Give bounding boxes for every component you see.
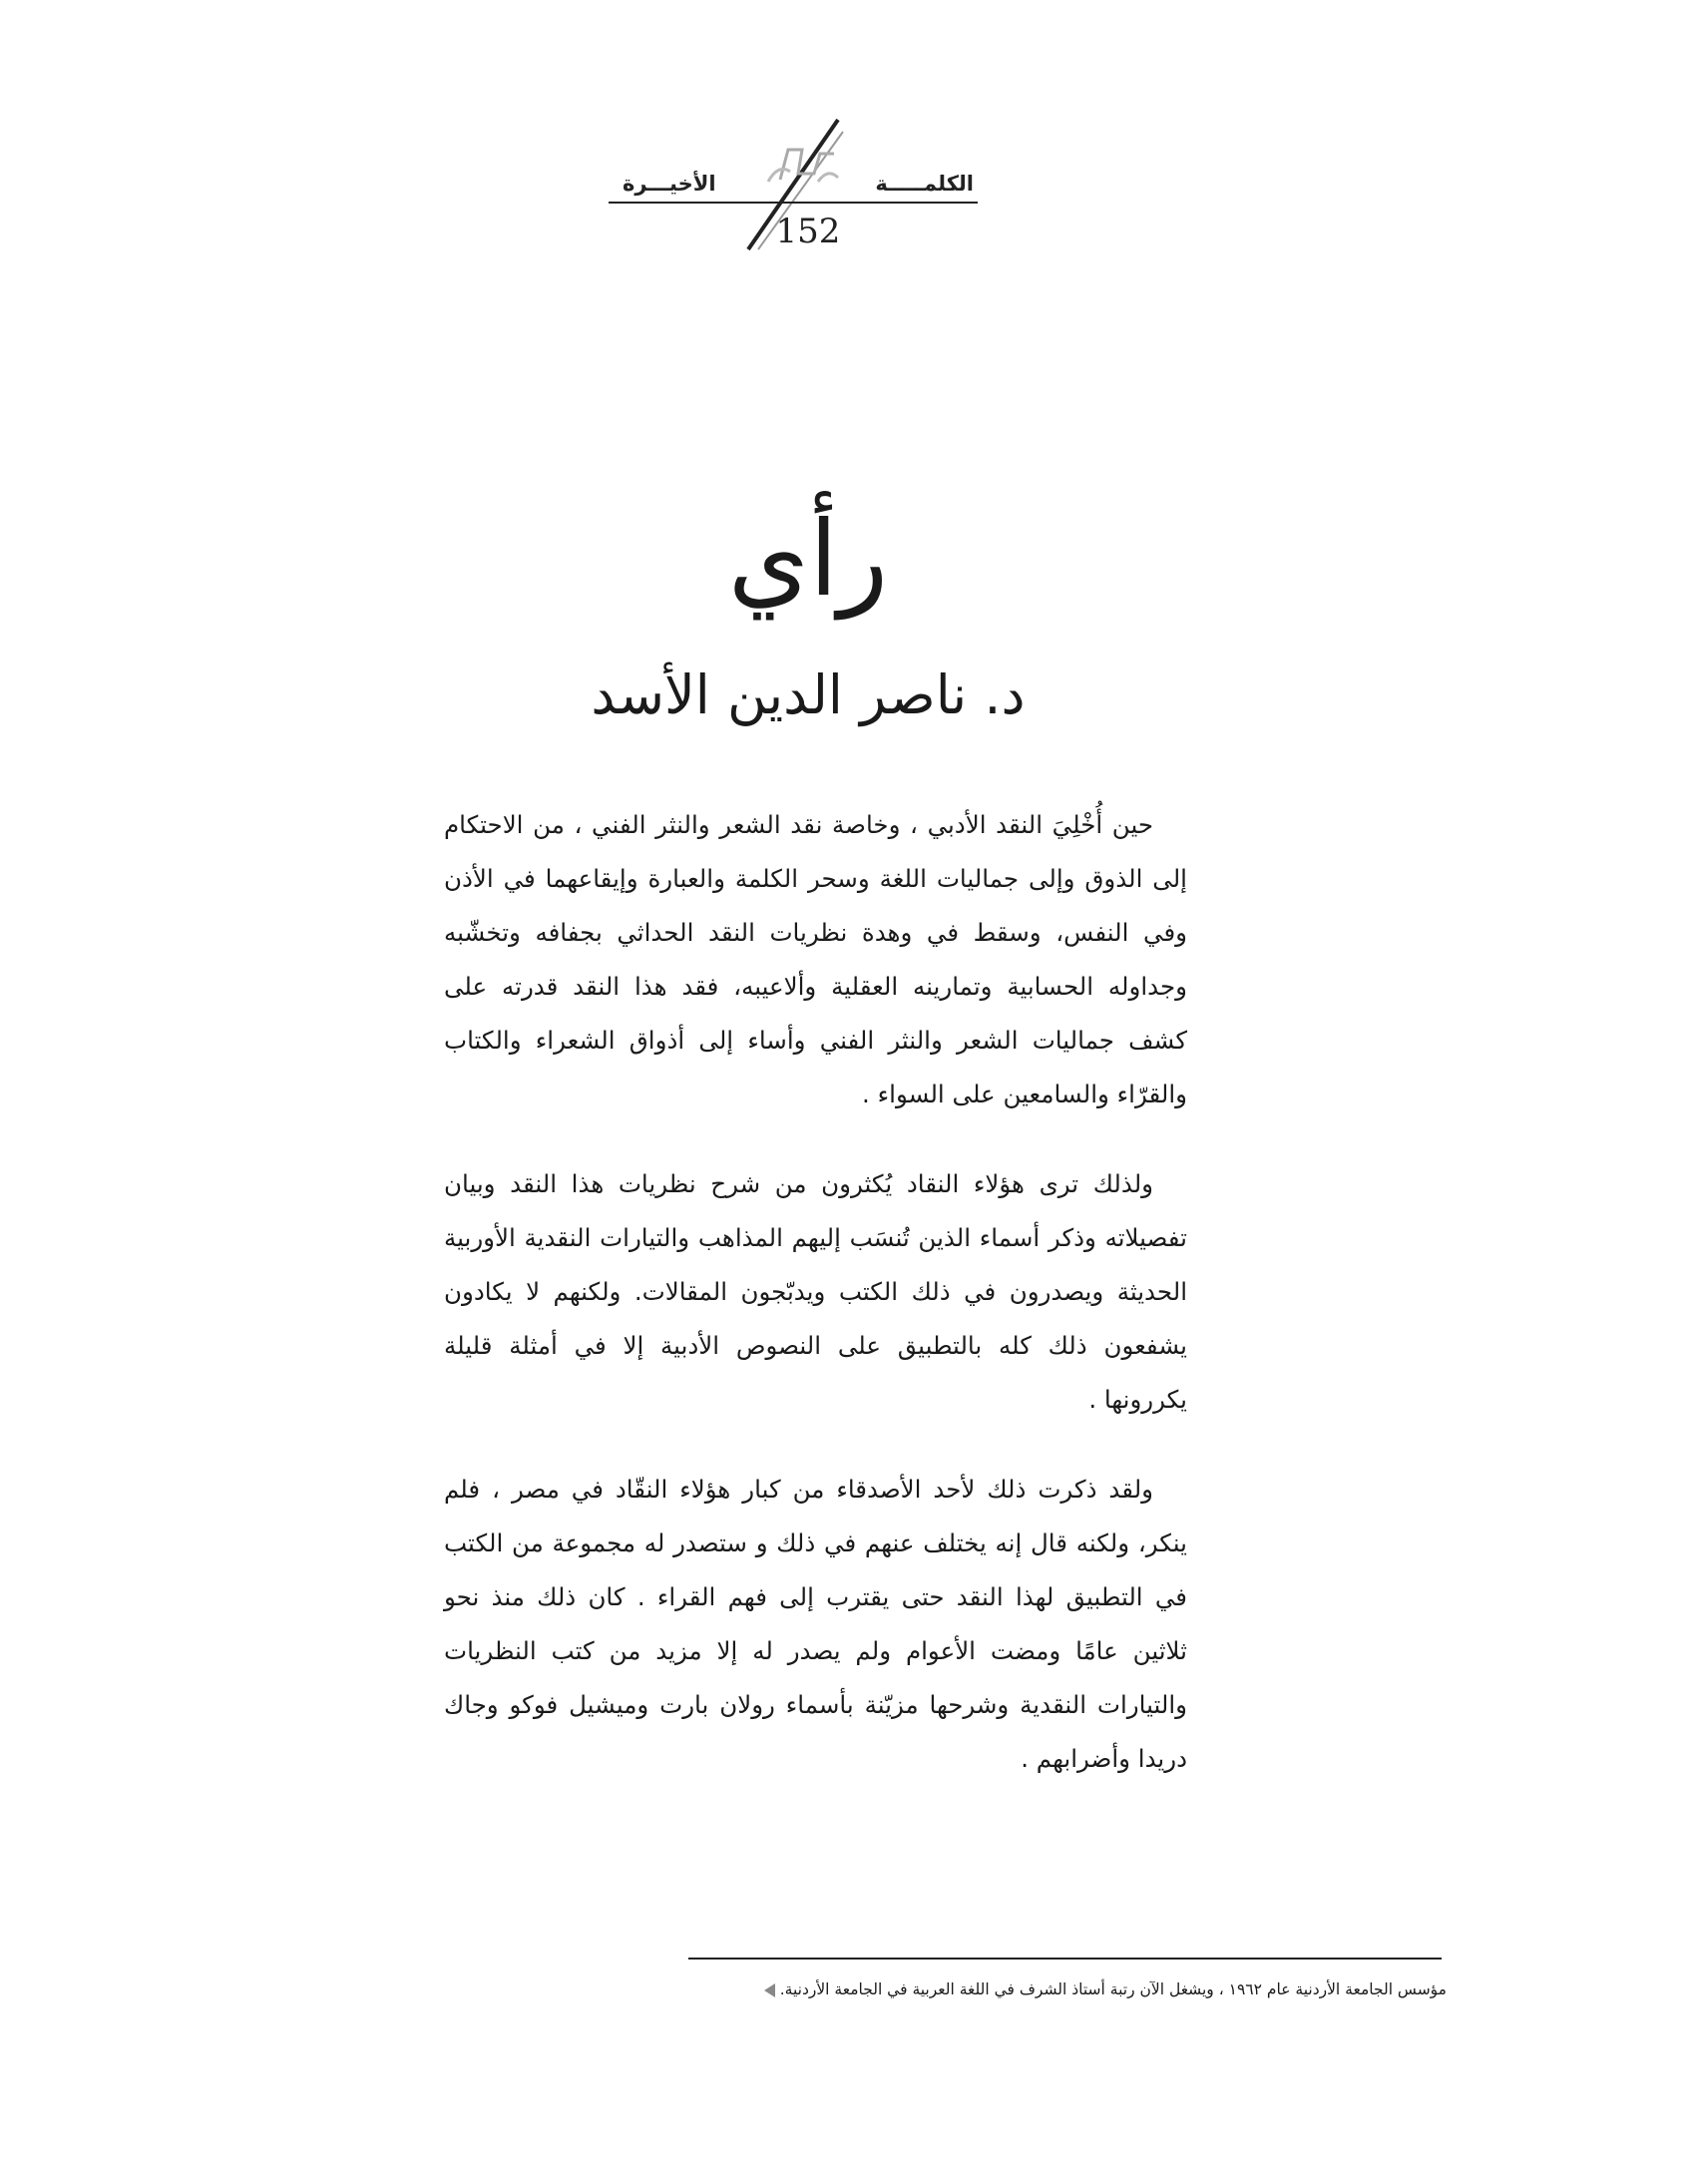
article-paragraph-1: حين أُخْلِيَ النقد الأدبي ، وخاصة نقد الشعر والنثر الفني ، من الاحتكام إلى الذوق وإلى جماليات اللغة وسحر الكلمة والعبارة وإيقاعهما في الأذن وفي النفس، وسقط في وهدة نظريات النقد الحداثي بجفافه وتخشّبه وجداوله الحسابية وتمارينه العقلية وألاعيبه، فقد هذا النقد قدرته على كشف جماليات الشعر والنثر الفني وأساء إلى أذواق الشعراء والكتاب والقرّاء والسامعين على السواء . xyxy=(444,810,1187,1108)
triangle-marker-icon xyxy=(764,1983,775,1997)
article-paragraph-2: ولذلك ترى هؤلاء النقاد يُكثرون من شرح نظريات هذا النقد وبيان تفصيلاته وذكر أسماء الذين تُنسَب إليهم المذاهب والتيارات النقدية الأوربية الحديثة ويصدرون في ذلك الكتب ويدبّجون المقالات. ولكنهم لا يكادون يشفعون ذلك كله بالتطبيق على النصوص الأدبية إلا في أمثلة قليلة يكررونها . xyxy=(444,1169,1187,1414)
article-author: د. ناصر الدين الأسد xyxy=(591,663,1026,726)
article-paragraph-3: ولقد ذكرت ذلك لأحد الأصدقاء من كبار هؤلاء النقّاد في مصر ، فلم ينكر، ولكنه قال إنه يختلف عنهم في ذلك و ستصدر له مجموعة من الكتب في التطبيق لهذا النقد حتى يقترب إلى فهم القراء . كان ذلك منذ نحو ثلاثين عامًا ومضت الأعوام ولم يصدر له إلا مزيد من كتب النظريات والتيارات النقدية وشرحها مزيّنة بأسماء رولان بارت وميشيل فوكو وجاك دريدا وأضرابهم . xyxy=(444,1475,1187,1773)
header-word-akhira: الأخيـــرة xyxy=(623,172,716,196)
footnote xyxy=(658,1977,1447,2001)
footnote-rule xyxy=(688,1958,1442,1960)
header-word-kalima: الكلمـــــة xyxy=(875,172,974,196)
page-number: 152 xyxy=(775,212,841,251)
header-rule xyxy=(609,202,978,204)
article-title: رأي xyxy=(727,498,889,620)
footnote-text: مؤسس الجامعة الأردنية عام ١٩٦٢ ، ويشغل الآن رتبة أستاذ الشرف في اللغة العربية في الجامعة الأردنية. xyxy=(779,1980,1447,1998)
article-body xyxy=(444,798,1187,1822)
